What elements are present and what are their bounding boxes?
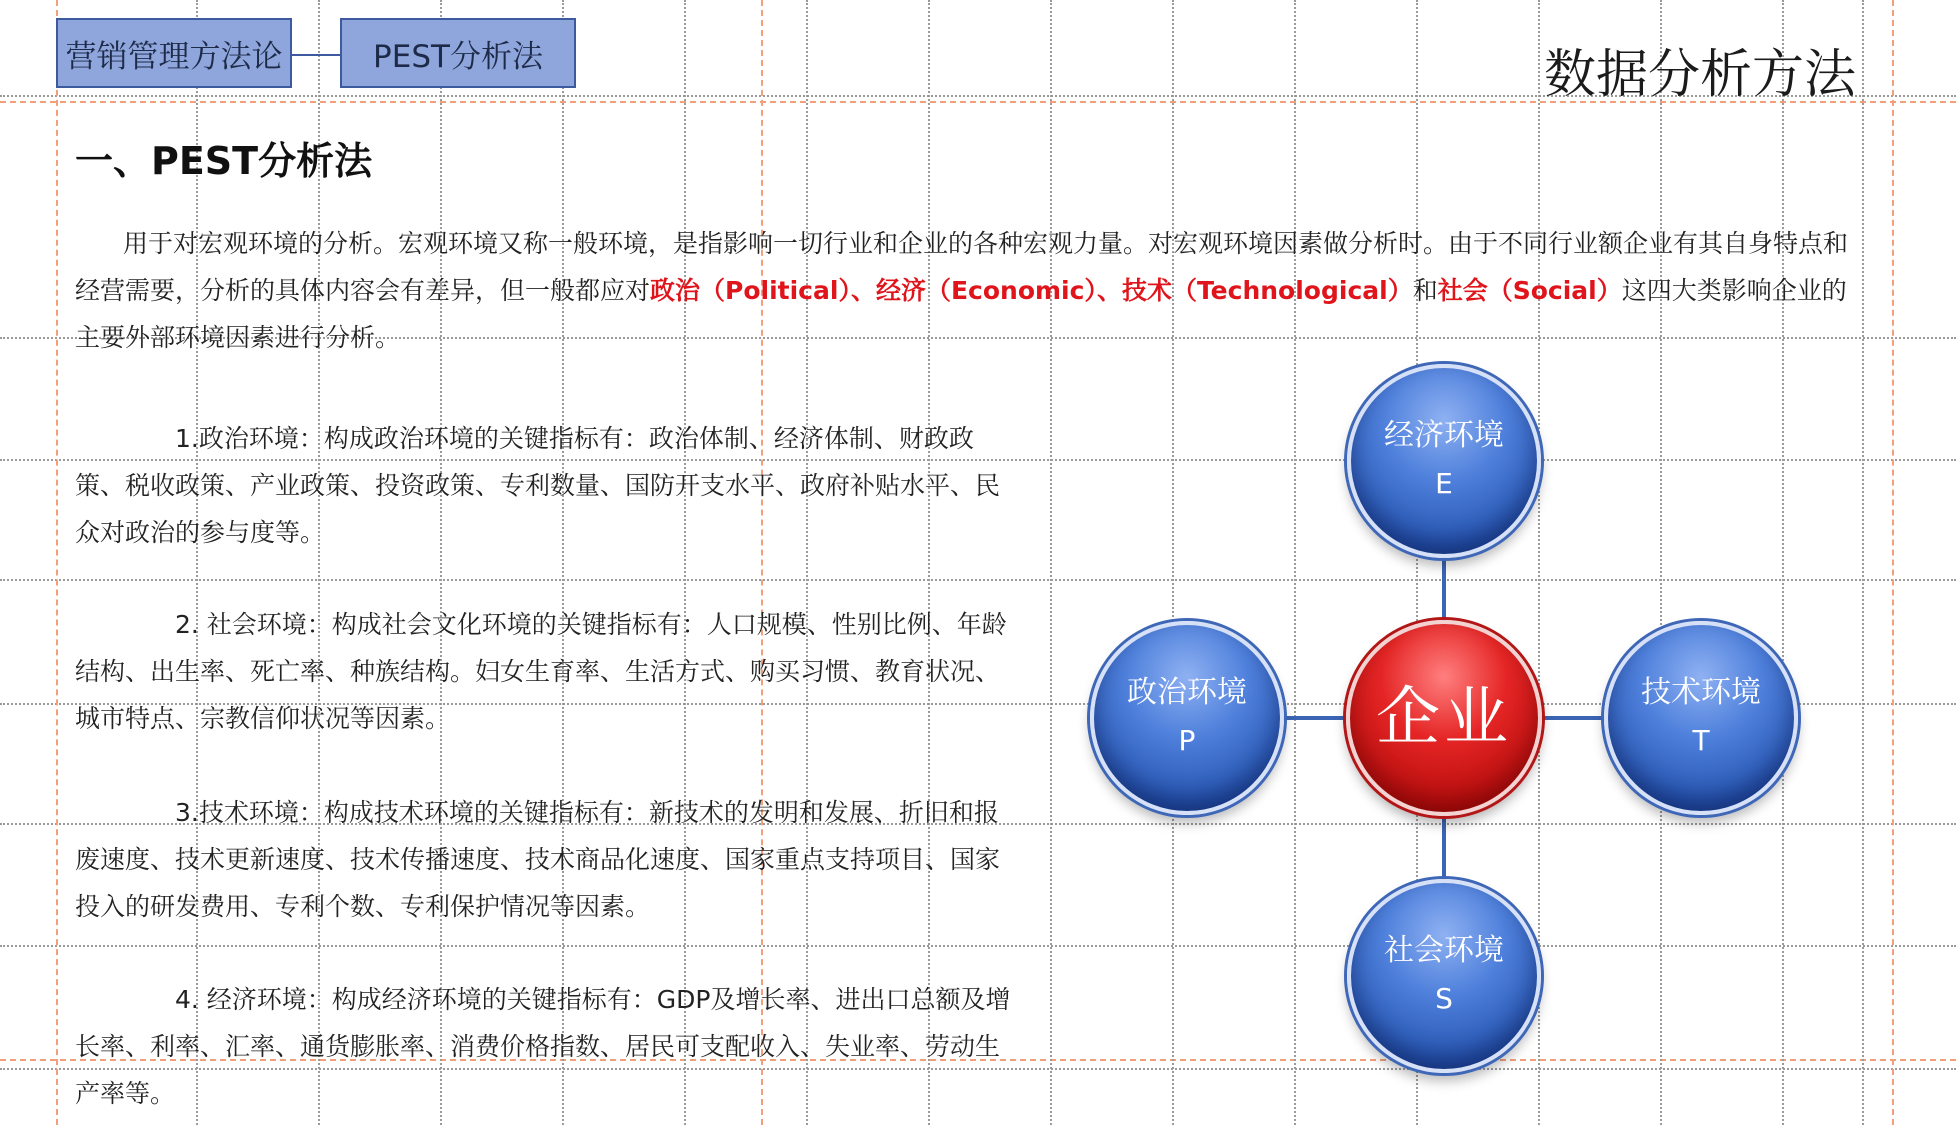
political-highlight: 政治（Political）	[650, 276, 851, 305]
node-letter: T	[1692, 724, 1710, 757]
item-text: 3.技术环境：构成技术环境的关键指标有：新技术的发明和发展、折旧和报废速度、技术更新速度、技术传播速度、技术商品化速度、国家重点支持项目、国家投入的研发费用、专利个数、专利保护情况等因素。	[75, 798, 1001, 921]
technology-environment-item	[75, 789, 1015, 930]
guide-line	[761, 0, 763, 1125]
economic-highlight: 经济（Economic）	[875, 276, 1097, 305]
intro-text: 用于对宏观环境的分析。宏观环境又称一般环境，是指影响一切行业和企业的各种宏观力量。对宏观环境因素做分析时。由于不同行业额企业有其自身特点和经营需要，分析的具体内容会有差异，但一般都应对	[75, 229, 1849, 305]
guide-line	[684, 0, 686, 1125]
node-letter: E	[1435, 467, 1453, 500]
technological-highlight: 技术（Technological）	[1121, 276, 1413, 305]
economic-environment-node[interactable]	[1347, 364, 1541, 558]
guide-line	[928, 0, 930, 1125]
social-environment-item	[75, 601, 1015, 742]
section-heading: 一、PEST分析法	[75, 139, 373, 183]
intro-paragraph	[75, 220, 1865, 361]
guide-line	[562, 0, 564, 1125]
pest-diagram	[1080, 355, 1810, 1085]
guide-line	[806, 0, 808, 1125]
node-letter: S	[1435, 982, 1453, 1015]
guide-line	[1862, 0, 1864, 1125]
separator: 、	[1096, 276, 1122, 305]
conjunction: 和	[1412, 276, 1438, 305]
item-text: 4. 经济环境：构成经济环境的关键指标有：GDP及增长率、进出口总额及增长率、利率、汇率、通货膨胀率、消费价格指数、居民可支配收入、失业率、劳动生产率等。	[75, 985, 1011, 1108]
node-label: 技术环境	[1641, 675, 1761, 710]
separator: 、	[850, 276, 876, 305]
node-label: 政治环境	[1127, 675, 1247, 710]
node-label: 社会环境	[1384, 933, 1504, 968]
breadcrumb-item-methodology[interactable]: 营销管理方法论	[56, 18, 292, 88]
item-text: 1.政治环境：构成政治环境的关键指标有：政治体制、经济体制、财政政策、税收政策、产业政策、投资政策、专利数量、国防开支水平、政府补贴水平、民众对政治的参与度等。	[75, 424, 1001, 547]
political-environment-node[interactable]	[1090, 621, 1284, 815]
breadcrumb-item-pest[interactable]: PEST分析法	[340, 18, 576, 88]
technology-environment-node[interactable]	[1604, 621, 1798, 815]
node-letter: P	[1178, 724, 1196, 757]
page-title: 数据分析方法	[1543, 45, 1856, 105]
breadcrumb-connector	[292, 54, 340, 56]
guide-line	[1892, 0, 1894, 1125]
guide-line	[440, 0, 442, 1125]
social-environment-node[interactable]	[1347, 879, 1541, 1073]
social-highlight: 社会（Social）	[1437, 276, 1622, 305]
item-text: 2. 社会环境：构成社会文化环境的关键指标有：人口规模、性别比例、年龄结构、出生率、死亡率、种族结构。妇女生育率、生活方式、购买习惯、教育状况、城市特点、宗教信仰状况等因素。	[75, 610, 1007, 733]
guide-line	[1050, 0, 1052, 1125]
enterprise-center-node[interactable]	[1346, 620, 1542, 816]
intro-text-end: 这四大类影响企业的主要外部环境因素进行分析。	[75, 276, 1847, 352]
node-label: 经济环境	[1384, 418, 1504, 453]
guide-line	[56, 0, 58, 1125]
economic-environment-item	[75, 976, 1015, 1117]
node-label: 企业	[1376, 681, 1512, 755]
political-environment-item	[75, 415, 1015, 556]
